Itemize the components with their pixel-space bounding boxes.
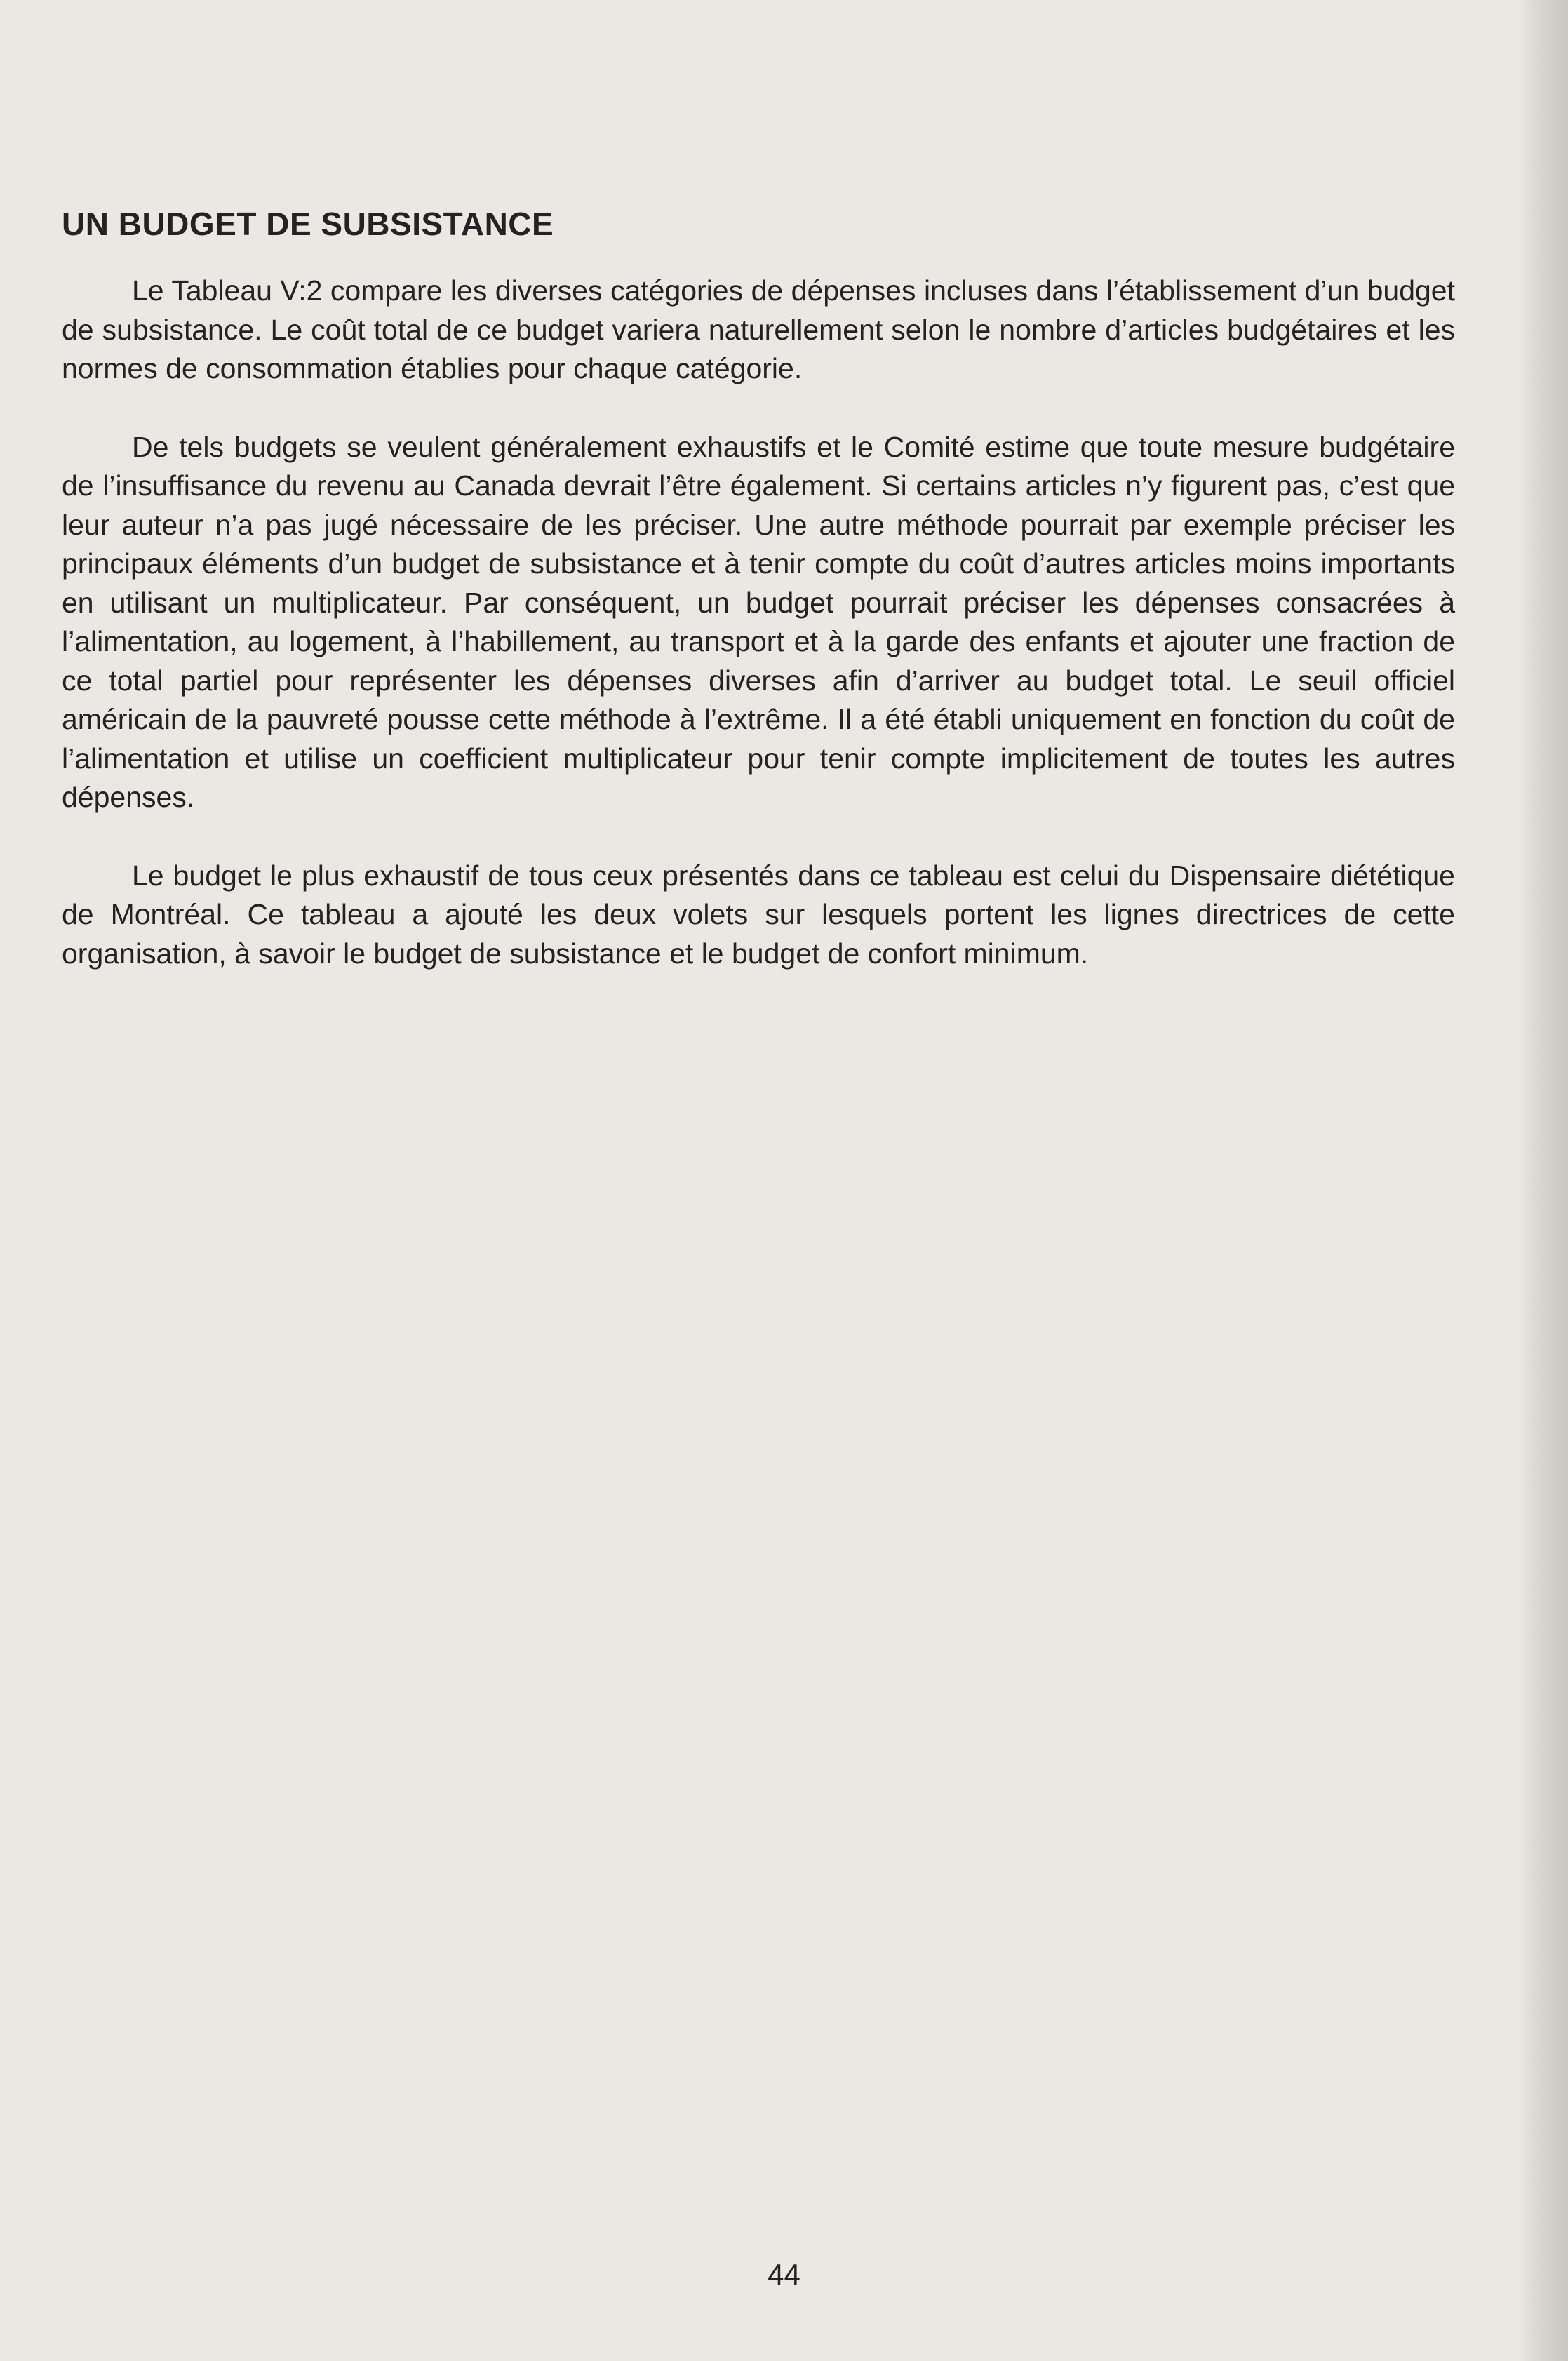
- paragraph-2: De tels budgets se veulent généralement exhaustifs et le Comité estime que toute mesure budgétaire de l’insuffisance du revenu au Canada devrait l’être également. Si certains articles n’y figurent pas, c’est que leur auteur n’a pas jugé nécessaire de les préciser. Une autre méthode pourrait par exemple préciser les principaux éléments d’un budget de subsistance et à tenir compte du coût d’autres articles moins importants en utilisant un multiplicateur. Par conséquent, un budget pourrait préciser les dépenses consacrées à l’alimentation, au logement, à l’habillement, au transport et à la garde des enfants et ajouter une fraction de ce total partiel pour représenter les dépenses diverses afin d’arriver au budget total. Le seuil officiel américain de la pauvreté pousse cette méthode à l’extrême. Il a été établi uniquement en fonction du coût de l’alimentation et utilise un coefficient multiplicateur pour tenir compte implicitement de toutes les autres dépenses.: [62, 430, 1455, 814]
- page-number: 44: [768, 2258, 800, 2291]
- document-body: [62, 205, 1455, 1012]
- paragraph-3: Le budget le plus exhaustif de tous ceux présentés dans ce tableau est celui du Dispensaire diététique de Montréal. Ce tableau a ajouté les deux volets sur lesquels portent les lignes directrices de cette organisation, à savoir le budget de subsistance et le budget de confort minimum.: [62, 859, 1455, 970]
- section-heading: UN BUDGET DE SUBSISTANCE: [62, 206, 554, 242]
- page-edge-shadow: [1519, 0, 1568, 2361]
- paragraph-1: Le Tableau V:2 compare les diverses catégories de dépenses incluses dans l’établissement d’un budget de subsistance. Le coût total de ce budget variera naturellement selon le nombre d’articles budgétaires et les normes de consommation établies pour chaque catégorie.: [62, 274, 1455, 385]
